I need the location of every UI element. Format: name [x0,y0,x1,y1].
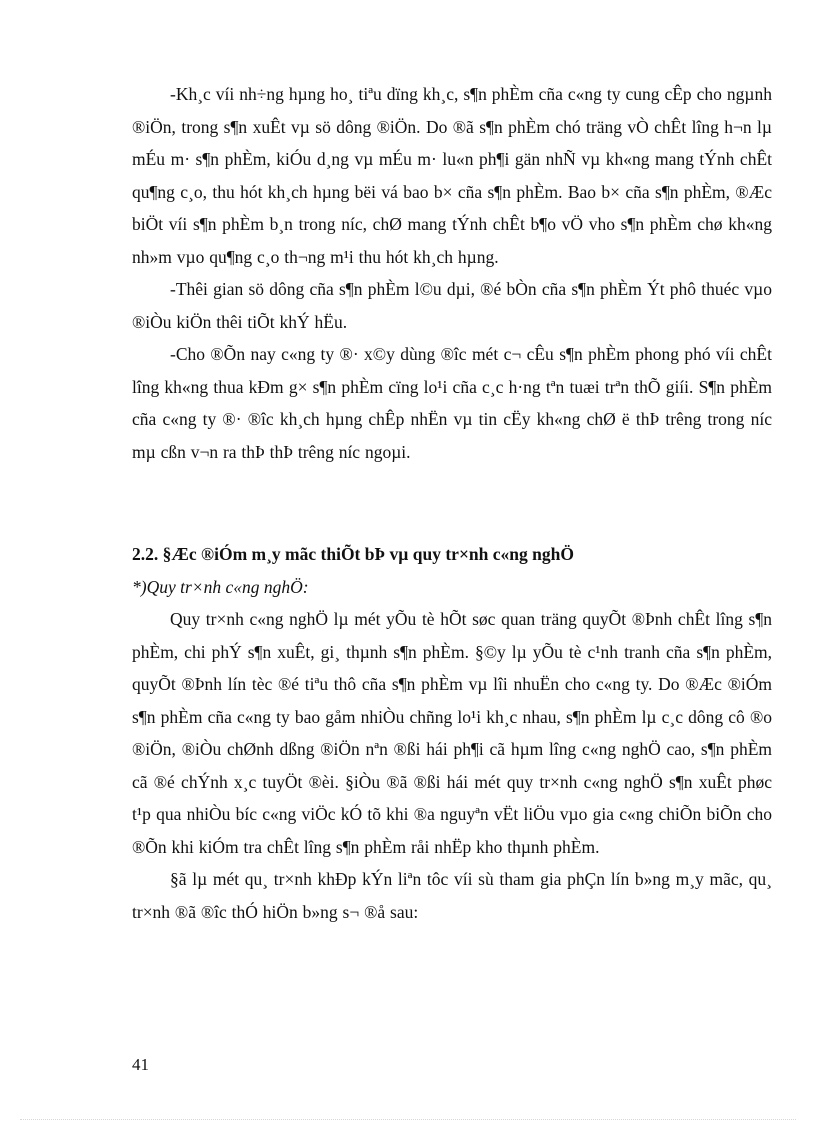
paragraph-product-durability: -Thêi gian sö dông cña s¶n phÈm l©u dµi, ®é bÒn cña s¶n phÈm Ýt phô thuéc vµo ®iÒu kiÖn thêi tiÕt khÝ hËu. [132,279,772,332]
section-heading: 2.2. §Æc ®iÓm m¸y mãc thiÕt bÞ vµ quy tr×nh c«ng nghÖ [132,544,574,564]
paragraph-technology-process: Quy tr×nh c«ng nghÖ lµ mét yÕu tè hÕt søc quan träng quyÕt ®Þnh chÊt lîng s¶n phÈm, chi phÝ s¶n xuÊt, gi¸ thµnh s¶n phÈm. §©y lµ yÕu tè c¹nh tranh cña s¶n phÈm, quyÕt ®Þnh lín tèc ®é tiªu thô cña s¶n phÈm vµ lîi nhuËn cho c«ng ty. Do ®Æc ®iÓm s¶n phÈm cña c«ng ty bao gåm nhiÒu chñng lo¹i kh¸c nhau, s¶n phÈm lµ c¸c dông cô ®o ®iÖn, ®iÒu chØnh dßng ®iÖn nªn ®ßi hái ph¶i cã hµm lîng c«ng nghÖ cao, s¶n phÈm cã ®é chÝnh x¸c tuyÖt ®èi. §iÒu ®ã ®ßi hái mét quy tr×nh c«ng nghÖ s¶n xuÊt phøc t¹p qua nhiÒu bíc c«ng viÖc kÓ tõ khi ®a nguyªn vËt liÖu vµo gia c«ng chiÕn biÕn cho ®Õn khi kiÓm tra chÊt lîng s¶n phÈm råi nhËp kho thµnh phÈm. [132,609,772,857]
paragraph-product-structure: -Cho ®Õn nay c«ng ty ®· x©y dùng ®îc mét c¬ cÊu s¶n phÈm phong phó víi chÊt lîng kh«ng thua kÐm g× s¶n phÈm cïng lo¹i cña c¸c h·ng tªn tuæi trªn thÕ giíi. S¶n phÈm cña c«ng ty ®· ®îc kh¸ch hµng chÊp nhËn vµ tin cËy kh«ng chØ ë thÞ trêng trong níc mµ cßn v¬n ra thÞ thÞ trêng níc ngoµi. [132,344,772,462]
body-text-section [132,538,772,928]
section-subheading: *)Quy tr×nh c«ng nghÖ: [132,576,309,597]
paragraph-closed-process: §ã lµ mét qu¸ tr×nh khÐp kÝn liªn tôc víi sù tham gia phÇn lín b»ng m¸y mãc, qu¸ tr×nh ®ã ®îc thÓ hiÖn b»ng s¬ ®å sau: [132,869,772,922]
body-text-top [132,78,772,468]
page-number: 41 [132,1055,149,1074]
paragraph-product-packaging: -Kh¸c víi nh÷ng hµng ho¸ tiªu dïng kh¸c, s¶n phÈm cña c«ng ty cung cÊp cho ngµnh ®iÖn, trong s¶n xuÊt vµ sö dông ®iÖn. Do ®ã s¶n phÈm chó träng vÒ chÊt lîng h¬n lµ mÉu m· s¶n phÈm, kiÓu d¸ng vµ mÉu m· lu«n ph¶i gän nhÑ vµ kh«ng mang tÝnh chÊt qu¶ng c¸o, thu hót kh¸ch hµng bëi vá bao b× cña s¶n phÈm. Bao b× cña s¶n phÈm, ®Æc biÖt víi s¶n phÈm b¸n trong níc, chØ mang tÝnh chÊt b¶o vÖ vho s¶n phÈm chø kh«ng nh»m vµo qu¶ng c¸o th¬ng m¹i thu hót kh¸ch hµng. [132,84,772,267]
footer-divider [20,1119,796,1120]
